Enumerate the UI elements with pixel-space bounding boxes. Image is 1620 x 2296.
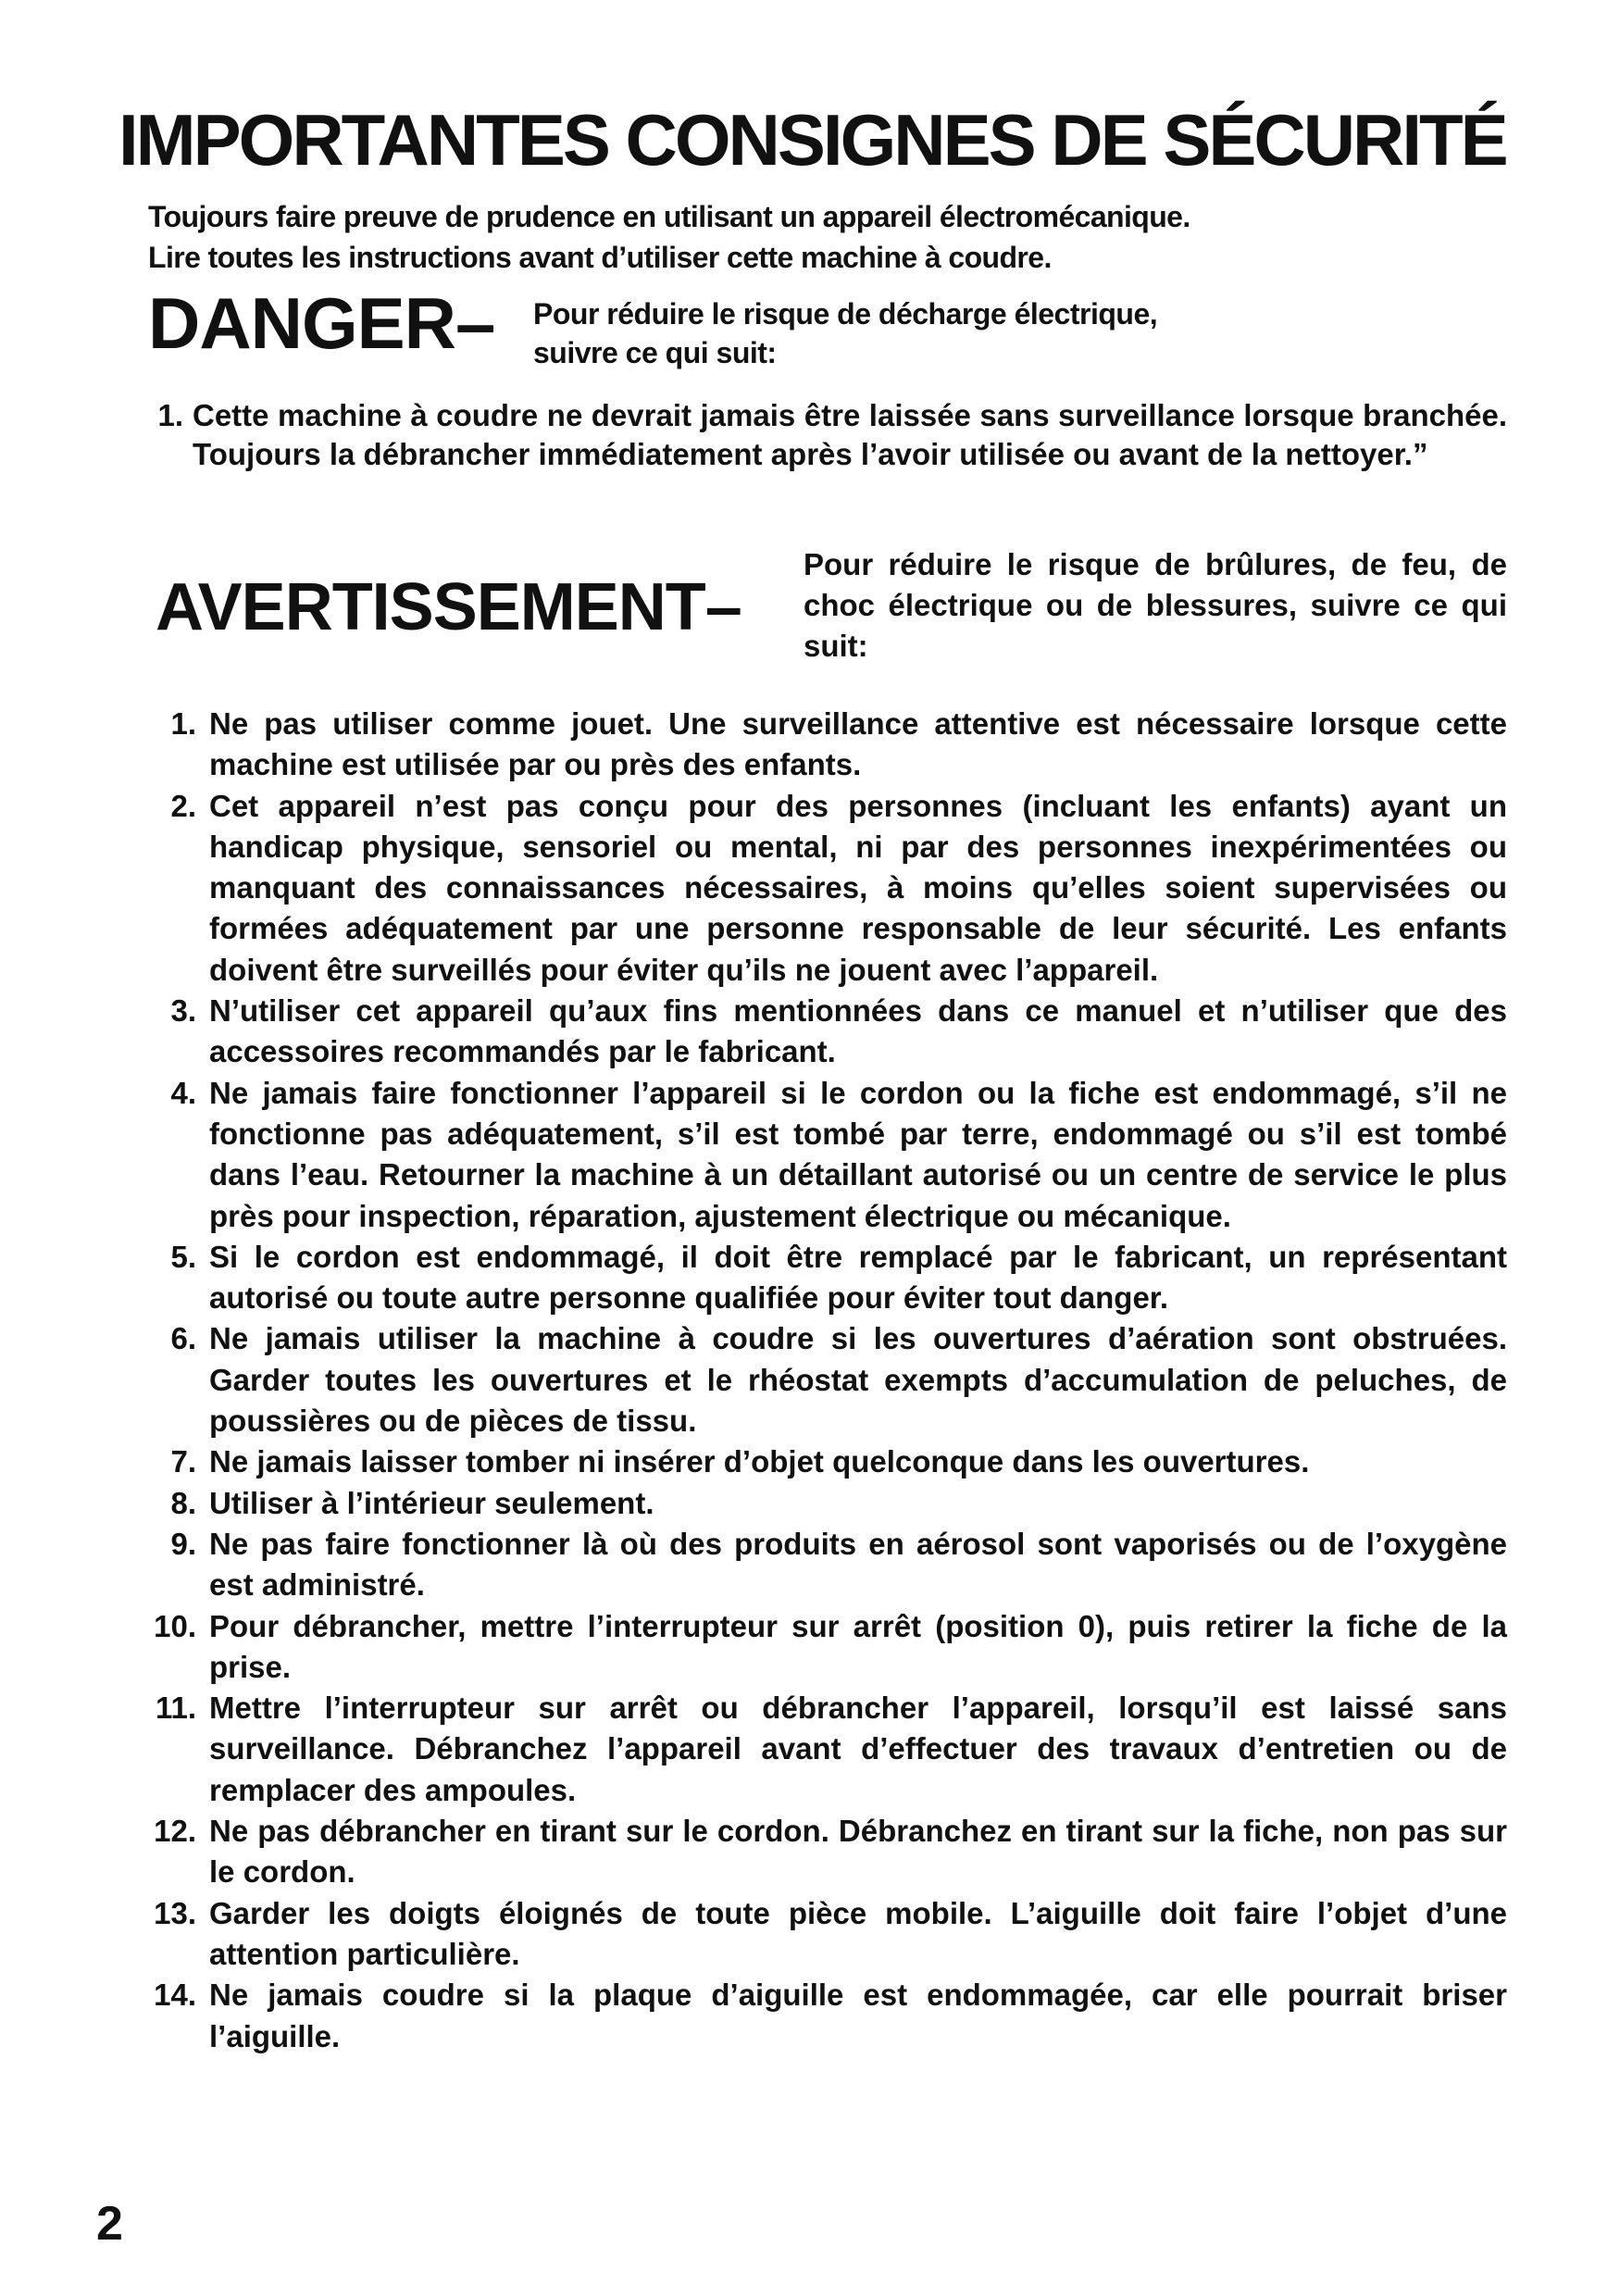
list-item — [170, 1318, 1507, 1441]
item-text: Ne jamais utiliser la machine à coudre si les ouvertures d’aération sont obstruées. Garder toutes les ouvertures et le rhéostat exempts d’accumulation de peluches, de poussières ou de pièces de tissu. — [209, 1321, 1507, 1439]
item-number: 1. — [170, 706, 196, 741]
item-text: Ne jamais laisser tomber ni insérer d’objet quelconque dans les ouvertures. — [209, 1444, 1310, 1479]
item-text: Ne jamais coudre si la plaque d’aiguille est endommagée, car elle pourrait briser l’aiguille. — [209, 1978, 1507, 2053]
item-text: Ne pas débrancher en tirant sur le cordon. Débranchez en tirant sur la fiche, non pas sur le cordon. — [209, 1814, 1507, 1890]
list-item — [154, 1893, 1507, 1976]
item-text: Utiliser à l’intérieur seulement. — [209, 1485, 654, 1520]
item-number: 2. — [170, 788, 196, 823]
list-item — [170, 1237, 1507, 1319]
item-number: 4. — [170, 1075, 196, 1110]
item-text: Cet appareil n’est pas conçu pour des personnes (incluant les enfants) ayant un handicap physique, sensoriel ou mental, ni par des personnes inexpérimentées ou manquant des connaissances nécessaires, à moins qu’elles soient supervisées ou formées adéquatement par une personne responsable de leur sécurité. Les enfants doivent être surveillés pour éviter qu’ils ne jouent avec l’appareil. — [209, 788, 1507, 987]
item-number: 9. — [170, 1526, 196, 1561]
warning-list — [154, 704, 1507, 2057]
item-text: Cette machine à coudre ne devrait jamais être laissée sans surveillance lorsque branchée. Toujours la débrancher immédiatement après l’avoir utilisée ou avant de la nettoyer.” — [193, 398, 1507, 471]
list-item — [170, 1441, 1507, 1482]
item-number: 10. — [154, 1608, 196, 1643]
intro-line: Toujours faire preuve de prudence en utilisant un appareil électromécanique. — [148, 200, 1190, 233]
item-text: N’utiliser cet appareil qu’aux fins mentionnées dans ce manuel et n’utiliser que des accessoires recommandés par le fabricant. — [209, 993, 1507, 1069]
item-number: 8. — [170, 1485, 196, 1520]
danger-subtitle-line: Pour réduire le risque de décharge électrique, — [533, 297, 1158, 331]
warning-subtitle: Pour réduire le risque de brûlures, de feu, de choc électrique ou de blessures, suivre ce qui suit: — [804, 547, 1507, 663]
item-text: Si le cordon est endommagé, il doit être remplacé par le fabricant, un représentant autorisé ou toute autre personne qualifiée pour éviter tout danger. — [209, 1239, 1507, 1316]
intro-text — [148, 196, 1190, 278]
item-number: 6. — [170, 1321, 196, 1356]
list-item — [157, 396, 1507, 474]
list-item — [170, 1524, 1507, 1606]
danger-list — [157, 396, 1507, 474]
list-item — [170, 991, 1507, 1073]
list-item — [170, 786, 1507, 991]
item-text: Garder les doigts éloignés de toute pièce mobile. L’aiguille doit faire l’objet d’une attention particulière. — [209, 1895, 1507, 1971]
item-number: 12. — [154, 1814, 196, 1849]
list-item — [170, 1073, 1507, 1237]
danger-heading: DANGER– — [148, 282, 495, 364]
page-number: 2 — [96, 2197, 123, 2251]
item-text: Mettre l’interrupteur sur arrêt ou débrancher l’appareil, lorsqu’il est laissé sans surveillance. Débranchez l’appareil avant d’effectuer des travaux d’entretien ou de remplacer des ampoules. — [209, 1691, 1507, 1807]
list-item — [154, 1975, 1507, 2057]
item-number: 5. — [170, 1239, 196, 1274]
list-item — [170, 704, 1507, 786]
danger-subtitle-line: suivre ce qui suit: — [533, 336, 777, 369]
item-text: Ne jamais faire fonctionner l’appareil si le cordon ou la fiche est endommagé, s’il ne fonctionne pas adéquatement, s’il est tombé par terre, endommagé ou s’il est tombé dans l’eau. Retourner la machine à un détaillant autorisé ou un centre de service le plus près pour inspection, réparation, ajustement électrique ou mécanique. — [209, 1075, 1507, 1233]
item-number: 1. — [157, 398, 183, 432]
list-item — [154, 1606, 1507, 1689]
intro-line: Lire toutes les instructions avant d’utiliser cette machine à coudre. — [148, 241, 1052, 274]
item-number: 11. — [155, 1691, 196, 1726]
item-number: 13. — [154, 1895, 196, 1930]
list-item — [155, 1688, 1507, 1811]
item-number: 3. — [170, 993, 196, 1029]
item-text: Pour débrancher, mettre l’interrupteur sur arrêt (position 0), puis retirer la fiche de la prise. — [209, 1608, 1507, 1684]
item-text: Ne pas faire fonctionner là où des produits en aérosol sont vaporisés ou de l’oxygène est administré. — [209, 1526, 1507, 1603]
item-number: 14. — [154, 1978, 196, 2013]
item-number: 7. — [170, 1444, 196, 1479]
warning-heading: AVERTISSEMENT– — [156, 570, 741, 644]
list-item — [154, 1811, 1507, 1893]
list-item — [170, 1483, 1507, 1524]
danger-subtitle — [533, 294, 1157, 372]
item-text: Ne pas utiliser comme jouet. Une surveillance attentive est nécessaire lorsque cette machine est utilisée par ou près des enfants. — [209, 706, 1507, 782]
page-title: IMPORTANTES CONSIGNES DE SÉCURITÉ — [118, 99, 1506, 181]
